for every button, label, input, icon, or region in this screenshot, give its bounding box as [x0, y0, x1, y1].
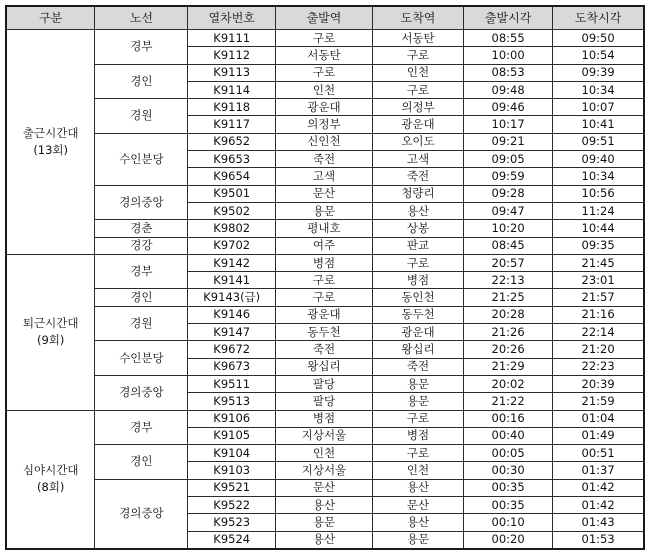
train-number-cell: K9117: [188, 116, 275, 133]
arrival-time-cell: 01:42: [553, 479, 644, 496]
arrival-time-cell: 21:59: [553, 393, 644, 410]
departure-time-cell: 00:05: [464, 445, 553, 462]
arrival-time-cell: 23:01: [553, 272, 644, 289]
line-cell: 경의중앙: [95, 185, 188, 220]
train-number-cell: K9524: [188, 531, 275, 549]
train-number-cell: K9502: [188, 202, 275, 219]
departure-time-cell: 10:17: [464, 116, 553, 133]
line-cell: 수인분당: [95, 341, 188, 376]
table-row: [6, 220, 644, 237]
arrival-station-cell: 죽전: [373, 358, 464, 375]
train-number-cell: K9521: [188, 479, 275, 496]
arrival-time-cell: 21:16: [553, 306, 644, 323]
arrival-time-cell: 09:50: [553, 30, 644, 47]
header-row: [6, 6, 644, 30]
arrival-station-cell: 오이도: [373, 133, 464, 150]
departure-time-cell: 10:20: [464, 220, 553, 237]
departure-time-cell: 08:53: [464, 64, 553, 81]
arrival-station-cell: 구로: [373, 410, 464, 427]
line-cell: 경원: [95, 306, 188, 341]
departure-time-cell: 10:00: [464, 47, 553, 64]
table-row: [6, 99, 644, 116]
arrival-time-cell: 10:34: [553, 168, 644, 185]
arrival-time-cell: 10:07: [553, 99, 644, 116]
departure-time-cell: 00:16: [464, 410, 553, 427]
arrival-station-cell: 왕십리: [373, 341, 464, 358]
arrival-station-cell: 동인천: [373, 289, 464, 306]
period-name: 심야시간대: [22, 463, 79, 478]
train-number-cell: K9653: [188, 151, 275, 168]
departure-time-cell: 09:05: [464, 151, 553, 168]
departure-time-cell: 21:25: [464, 289, 553, 306]
train-number-cell: K9522: [188, 497, 275, 514]
train-number-cell: K9118: [188, 99, 275, 116]
train-number-cell: K9673: [188, 358, 275, 375]
arrival-time-cell: 22:23: [553, 358, 644, 375]
header-train-number: 열차번호: [188, 6, 275, 30]
departure-station-cell: 고색: [275, 168, 372, 185]
arrival-time-cell: 21:57: [553, 289, 644, 306]
departure-station-cell: 평내호: [275, 220, 372, 237]
arrival-time-cell: 00:51: [553, 445, 644, 462]
train-number-cell: K9501: [188, 185, 275, 202]
departure-time-cell: 00:35: [464, 479, 553, 496]
arrival-time-cell: 10:34: [553, 81, 644, 98]
train-number-cell: K9672: [188, 341, 275, 358]
line-cell: 경인: [95, 289, 188, 306]
table-row: [6, 30, 644, 47]
train-number-cell: K9111: [188, 30, 275, 47]
departure-station-cell: 용산: [275, 531, 372, 549]
train-number-cell: K9103: [188, 462, 275, 479]
departure-station-cell: 여주: [275, 237, 372, 254]
period-cell: [6, 30, 95, 255]
train-number-cell: K9802: [188, 220, 275, 237]
arrival-station-cell: 인천: [373, 64, 464, 81]
train-number-cell: K9112: [188, 47, 275, 64]
arrival-time-cell: 09:39: [553, 64, 644, 81]
arrival-station-cell: 구로: [373, 445, 464, 462]
departure-time-cell: 20:26: [464, 341, 553, 358]
period-count: (13회): [33, 142, 69, 157]
train-number-cell: K9114: [188, 81, 275, 98]
departure-station-cell: 인천: [275, 81, 372, 98]
train-number-cell: K9652: [188, 133, 275, 150]
arrival-station-cell: 청량리: [373, 185, 464, 202]
departure-time-cell: 20:28: [464, 306, 553, 323]
table-row: [6, 237, 644, 254]
header-category: 구분: [6, 6, 95, 30]
departure-time-cell: 21:26: [464, 324, 553, 341]
arrival-station-cell: 병점: [373, 272, 464, 289]
departure-station-cell: 병점: [275, 410, 372, 427]
arrival-station-cell: 상봉: [373, 220, 464, 237]
train-number-cell: K9143(급): [188, 289, 275, 306]
line-cell: 경강: [95, 237, 188, 254]
departure-station-cell: 동두천: [275, 324, 372, 341]
table-row: [6, 133, 644, 150]
arrival-time-cell: 09:40: [553, 151, 644, 168]
departure-time-cell: 09:21: [464, 133, 553, 150]
departure-station-cell: 지상서울: [275, 427, 372, 444]
header-departure-station: 출발역: [275, 6, 372, 30]
departure-station-cell: 인천: [275, 445, 372, 462]
departure-time-cell: 21:22: [464, 393, 553, 410]
arrival-time-cell: 01:43: [553, 514, 644, 531]
table-row: [6, 375, 644, 392]
arrival-time-cell: 11:24: [553, 202, 644, 219]
departure-time-cell: 20:02: [464, 375, 553, 392]
arrival-station-cell: 구로: [373, 254, 464, 271]
arrival-station-cell: 서동탄: [373, 30, 464, 47]
departure-station-cell: 용산: [275, 497, 372, 514]
header-arrival-time: 도착시각: [553, 6, 644, 30]
arrival-station-cell: 병점: [373, 427, 464, 444]
arrival-station-cell: 광운대: [373, 324, 464, 341]
departure-time-cell: 09:28: [464, 185, 553, 202]
table-row: [6, 410, 644, 427]
departure-time-cell: 09:46: [464, 99, 553, 116]
line-cell: 수인분당: [95, 133, 188, 185]
period-cell: [6, 254, 95, 410]
departure-station-cell: 의정부: [275, 116, 372, 133]
departure-station-cell: 문산: [275, 479, 372, 496]
departure-station-cell: 용문: [275, 514, 372, 531]
train-number-cell: K9654: [188, 168, 275, 185]
arrival-station-cell: 판교: [373, 237, 464, 254]
arrival-station-cell: 죽전: [373, 168, 464, 185]
arrival-time-cell: 09:51: [553, 133, 644, 150]
arrival-station-cell: 인천: [373, 462, 464, 479]
train-number-cell: K9147: [188, 324, 275, 341]
arrival-station-cell: 구로: [373, 47, 464, 64]
arrival-time-cell: 01:49: [553, 427, 644, 444]
period-name: 출근시간대: [22, 125, 79, 140]
arrival-station-cell: 용문: [373, 375, 464, 392]
arrival-time-cell: 21:20: [553, 341, 644, 358]
period-cell: [6, 410, 95, 549]
line-cell: 경부: [95, 30, 188, 65]
table-row: [6, 341, 644, 358]
arrival-time-cell: 21:45: [553, 254, 644, 271]
departure-station-cell: 병점: [275, 254, 372, 271]
table-row: [6, 64, 644, 81]
departure-station-cell: 구로: [275, 289, 372, 306]
period-name: 퇴근시간대: [22, 316, 79, 331]
schedule-table: [5, 5, 645, 550]
departure-station-cell: 팔당: [275, 393, 372, 410]
departure-time-cell: 00:40: [464, 427, 553, 444]
departure-station-cell: 구로: [275, 30, 372, 47]
train-number-cell: K9113: [188, 64, 275, 81]
header-line: 노선: [95, 6, 188, 30]
table-row: [6, 254, 644, 271]
table-row: [6, 306, 644, 323]
line-cell: 경춘: [95, 220, 188, 237]
departure-time-cell: 09:47: [464, 202, 553, 219]
departure-station-cell: 지상서울: [275, 462, 372, 479]
arrival-station-cell: 광운대: [373, 116, 464, 133]
train-number-cell: K9104: [188, 445, 275, 462]
train-number-cell: K9513: [188, 393, 275, 410]
departure-time-cell: 09:48: [464, 81, 553, 98]
departure-time-cell: 00:20: [464, 531, 553, 549]
train-number-cell: K9511: [188, 375, 275, 392]
line-cell: 경인: [95, 64, 188, 99]
arrival-station-cell: 고색: [373, 151, 464, 168]
departure-time-cell: 00:10: [464, 514, 553, 531]
period-count: (8회): [36, 480, 65, 495]
arrival-time-cell: 01:37: [553, 462, 644, 479]
train-number-cell: K9105: [188, 427, 275, 444]
departure-time-cell: 08:45: [464, 237, 553, 254]
line-cell: 경원: [95, 99, 188, 134]
arrival-station-cell: 동두천: [373, 306, 464, 323]
arrival-time-cell: 01:53: [553, 531, 644, 549]
arrival-time-cell: 09:35: [553, 237, 644, 254]
line-cell: 경부: [95, 410, 188, 445]
departure-station-cell: 구로: [275, 64, 372, 81]
table-row: [6, 289, 644, 306]
departure-time-cell: 00:35: [464, 497, 553, 514]
table-row: [6, 445, 644, 462]
arrival-time-cell: 20:39: [553, 375, 644, 392]
arrival-station-cell: 의정부: [373, 99, 464, 116]
departure-station-cell: 용문: [275, 202, 372, 219]
arrival-station-cell: 용산: [373, 514, 464, 531]
table-row: [6, 185, 644, 202]
arrival-station-cell: 용문: [373, 531, 464, 549]
train-number-cell: K9146: [188, 306, 275, 323]
arrival-time-cell: 10:44: [553, 220, 644, 237]
departure-time-cell: 20:57: [464, 254, 553, 271]
train-number-cell: K9702: [188, 237, 275, 254]
header-departure-time: 출발시각: [464, 6, 553, 30]
arrival-station-cell: 구로: [373, 81, 464, 98]
departure-time-cell: 09:59: [464, 168, 553, 185]
train-number-cell: K9141: [188, 272, 275, 289]
departure-station-cell: 광운대: [275, 99, 372, 116]
table-row: [6, 479, 644, 496]
train-number-cell: K9106: [188, 410, 275, 427]
departure-station-cell: 죽전: [275, 151, 372, 168]
departure-station-cell: 서동탄: [275, 47, 372, 64]
schedule-body: [6, 30, 644, 549]
departure-station-cell: 팔당: [275, 375, 372, 392]
line-cell: 경부: [95, 254, 188, 289]
departure-station-cell: 죽전: [275, 341, 372, 358]
line-cell: 경의중앙: [95, 479, 188, 549]
period-count: (9회): [36, 333, 65, 348]
arrival-station-cell: 문산: [373, 497, 464, 514]
departure-station-cell: 광운대: [275, 306, 372, 323]
arrival-time-cell: 22:14: [553, 324, 644, 341]
arrival-time-cell: 10:54: [553, 47, 644, 64]
departure-station-cell: 문산: [275, 185, 372, 202]
arrival-station-cell: 용산: [373, 479, 464, 496]
departure-station-cell: 왕십리: [275, 358, 372, 375]
departure-time-cell: 08:55: [464, 30, 553, 47]
line-cell: 경인: [95, 445, 188, 480]
arrival-time-cell: 01:04: [553, 410, 644, 427]
line-cell: 경의중앙: [95, 375, 188, 410]
departure-time-cell: 21:29: [464, 358, 553, 375]
arrival-station-cell: 용산: [373, 202, 464, 219]
arrival-time-cell: 01:42: [553, 497, 644, 514]
arrival-time-cell: 10:41: [553, 116, 644, 133]
header-arrival-station: 도착역: [373, 6, 464, 30]
arrival-station-cell: 용문: [373, 393, 464, 410]
departure-time-cell: 00:30: [464, 462, 553, 479]
train-number-cell: K9523: [188, 514, 275, 531]
departure-station-cell: 구로: [275, 272, 372, 289]
train-number-cell: K9142: [188, 254, 275, 271]
departure-time-cell: 22:13: [464, 272, 553, 289]
departure-station-cell: 신인천: [275, 133, 372, 150]
arrival-time-cell: 10:56: [553, 185, 644, 202]
